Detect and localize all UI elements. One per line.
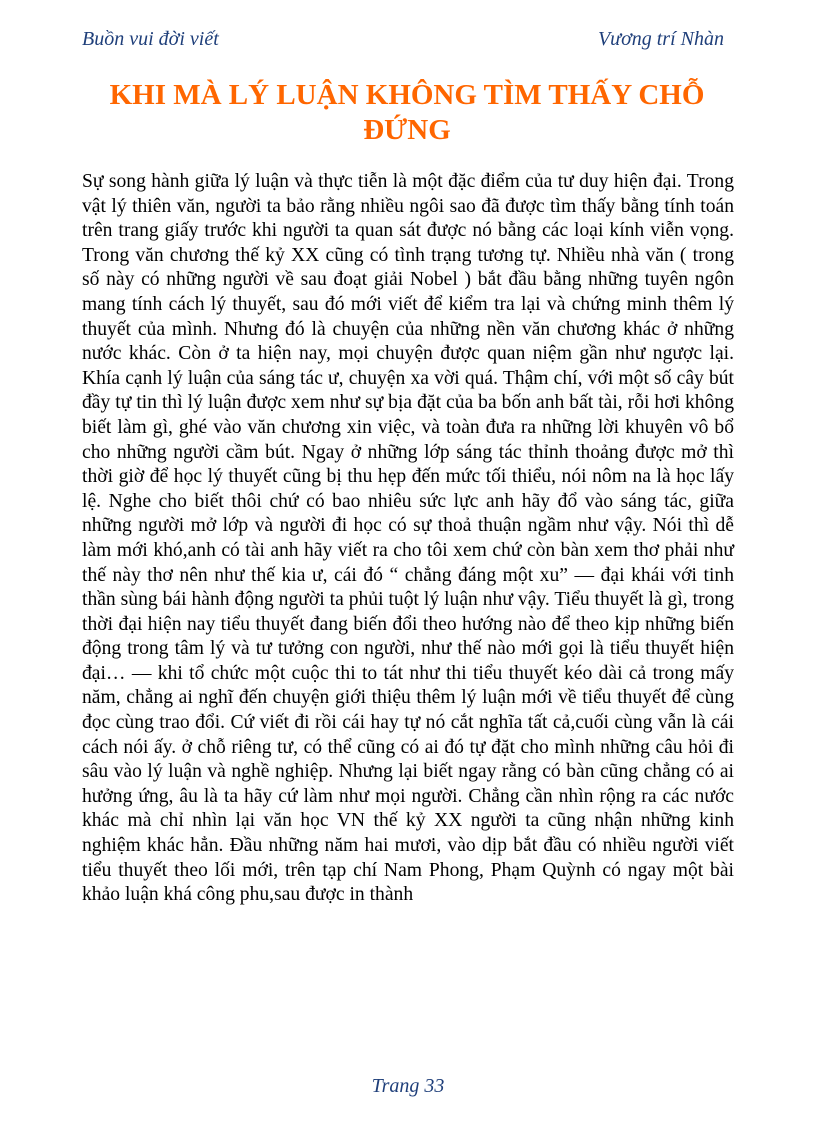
article-title: KHI MÀ LÝ LUẬN KHÔNG TÌM THẤY CHỖ ĐỨNG <box>109 79 705 146</box>
author-name: Vương trí Nhàn <box>597 28 724 50</box>
running-header <box>82 28 724 54</box>
page-number: Trang 33 <box>371 1075 445 1097</box>
article-body: Sự song hành giữa lý luận và thực tiễn là một đặc điểm của tư duy hiện đại. Trong vật lý thiên văn, người ta bảo rằng nhiều ngôi sao đã được tìm thấy bằng tính toán trên trang giấy trước khi người ta quan sát được nó bằng các loại kính viễn vọng. Trong văn chương thế kỷ XX cũng có tình trạng tương tự. Nhiều nhà văn ( trong số này có những người về sau đoạt giải Nobel ) bắt đầu bằng những tuyên ngôn mang tính cách lý thuyết, sau đó mới viết để kiểm tra lại và chứng minh thêm lý thuyết của mình. Nhưng đó là chuyện của những nền văn chương khác ở những nước khác. Còn ở ta hiện nay, mọi chuyện được quan niệm gần như ngược lại. Khía cạnh lý luận của sáng tác ư, chuyện xa vời quá. Thậm chí, với một số cây bút đầy tự tin thì lý luận được xem như sự bịa đặt của ba bốn anh bất tài, rỗi hơi không biết làm gì, ghé vào văn chương xin việc, và toàn đưa ra những lời khuyên vô bổ cho những người cầm bút. Ngay ở những lớp sáng tác thỉnh thoảng được mở thì thời giờ để học lý thuyết cũng bị thu hẹp đến mức tối thiểu, nói nôm na là học lấy lệ. Nghe cho biết thôi chứ có bao nhiêu sức lực anh hãy đổ vào sáng tác, giữa những người mở lớp và người đi học có sự thoả thuận ngầm như vậy. Nói thì dễ làm mới khó,anh có tài anh hãy viết ra cho tôi xem chứ còn bàn xem thơ phải như thế này thơ nên như thế kia ư, cái đó “ chẳng đáng một xu” — đại khái với tinh thần sùng bái hành động người ta phủi tuột lý luận như vậy. Tiểu thuyết là gì, trong thời đại hiện nay tiểu thuyết đang biến đổi theo hướng nào để theo kịp những biến động trong tâm lý và tư tưởng con người, như thế nào mới gọi là tiểu thuyết hiện đại… — khi tổ chức một cuộc thi to tát như thi tiểu thuyết kéo dài cả trong mấy năm, chẳng ai nghĩ đến chuyện giới thiệu thêm lý luận mới về tiểu thuyết để cùng đọc cùng trao đổi. Cứ viết đi rồi cái hay tự nó cắt nghĩa tất cả,cuối cùng vẫn là cái cách nói ấy. ở chỗ riêng tư, có thể cũng có ai đó tự đặt cho mình những câu hỏi đi sâu vào lý luận và nghề nghiệp. Nhưng lại biết ngay rằng có bàn cũng chẳng có ai hưởng ứng, âu là ta hãy cứ làm như mọi người. Chẳng cần nhìn rộng ra các nước khác mà chỉ nhìn lại văn học VN thế kỷ XX người ta cũng nhận những kinh nghiệm khác hẳn. Đầu những năm hai mươi, vào dịp bắt đầu có nhiều người viết tiểu thuyết theo lối mới, trên tạp chí Nam Phong, Phạm Quỳnh có ngay một bài khảo luận khá công phu,sau được in thành <box>82 171 734 906</box>
book-title: Buồn vui đời viết <box>82 28 219 50</box>
